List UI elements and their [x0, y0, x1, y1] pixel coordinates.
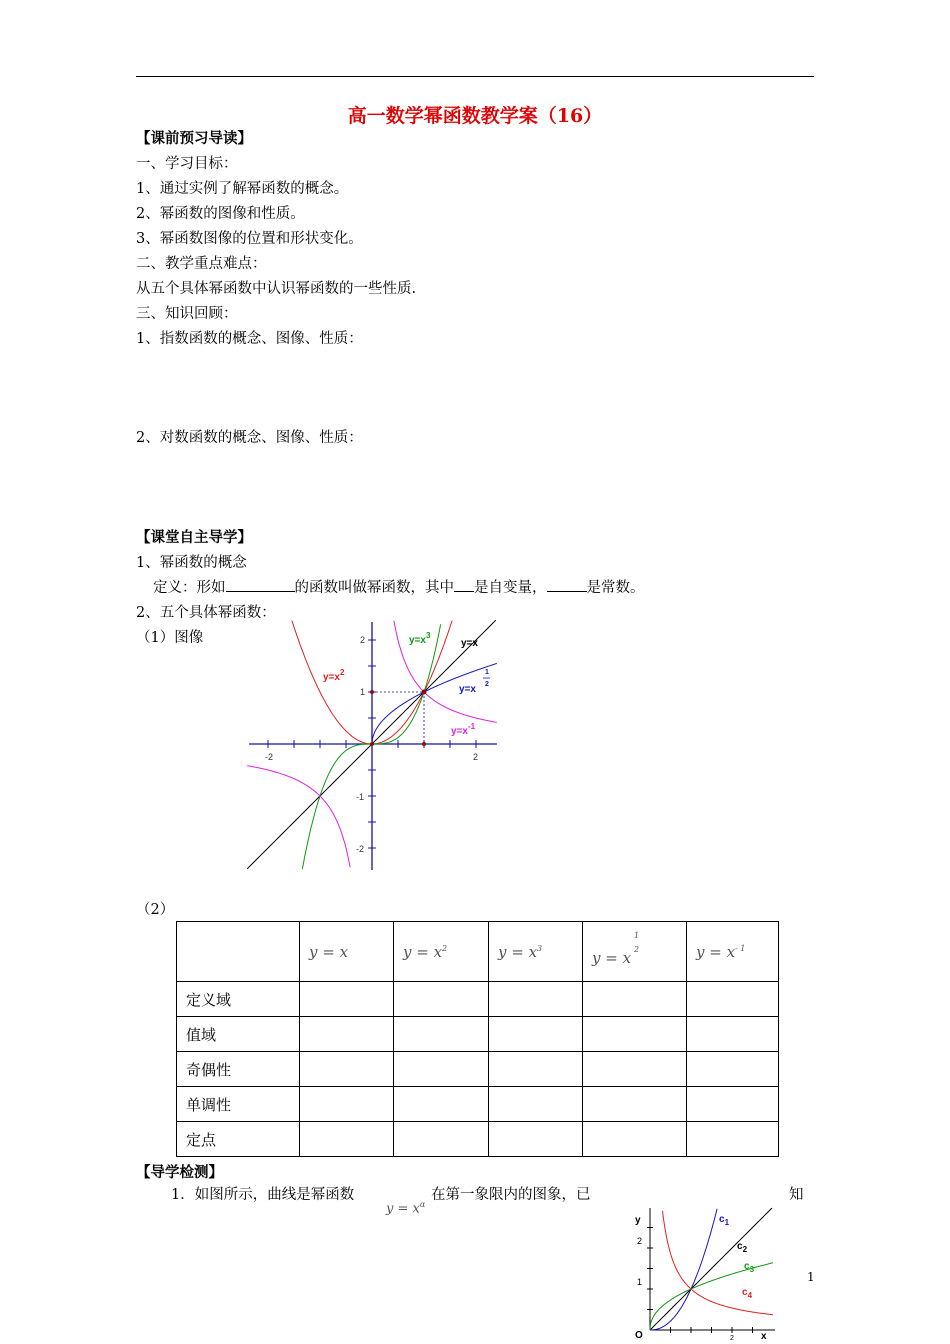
definition-text-a: 定义：形如 — [153, 580, 226, 596]
check-header: 【导学检测】 — [136, 1164, 223, 1181]
point-1-0 — [422, 742, 426, 746]
label-y-x3: $y=x^3$ — [409, 631, 431, 646]
table-corner-cell — [177, 922, 300, 982]
label-y-sqrt: y=x — [459, 684, 476, 695]
table-header-cell: $y = x^3$ — [489, 922, 583, 982]
definition-text-b: 的函数叫做幂函数，其中 — [294, 580, 454, 596]
label-y-inv: $y=x^{-1}$ — [451, 722, 476, 737]
page-number: 1 — [807, 1270, 815, 1284]
curve-c1 — [650, 1209, 717, 1330]
power-functions-graph — [247, 620, 502, 872]
row-label: 值域 — [177, 1017, 300, 1052]
tick-y-neg2: -2 — [356, 844, 365, 854]
goal-1: 1、通过实例了解幂函数的概念。 — [136, 181, 349, 197]
label-y-sqrt-num: 1 — [485, 669, 489, 676]
definition-text-d: 是常数。 — [586, 580, 645, 596]
point-0-1 — [370, 690, 374, 694]
table-header-cell: y = x 1 2 — [583, 922, 687, 982]
point-origin — [370, 742, 374, 746]
tick-y1: 1 — [637, 1277, 643, 1287]
table-header-cell: $y = x^2$ — [394, 922, 489, 982]
review-1: 1、指数函数的概念、图像、性质： — [136, 331, 363, 347]
label-c2: $c_2$ — [737, 1241, 748, 1254]
curve-c3 — [650, 1263, 773, 1330]
keypoints-text: 从五个具体幂函数中认识幂函数的一些性质. — [136, 281, 417, 297]
review-header: 三、知识回顾： — [136, 306, 238, 322]
five-funcs: 2、五个具体幂函数： — [136, 605, 276, 621]
question-1-formula: $y = x^\alpha$ — [386, 1200, 426, 1217]
tick-x2: 2 — [730, 1335, 734, 1342]
blank-form — [226, 577, 295, 592]
table-header-row — [177, 922, 779, 982]
class-header: 【课堂自主导学】 — [136, 529, 252, 546]
label-y-x2: $y=x^2$ — [323, 668, 345, 683]
blank-variable — [454, 577, 474, 592]
table-row — [177, 1087, 779, 1122]
graph-label: （1）图像 — [136, 630, 204, 646]
table-row — [177, 1122, 779, 1157]
row-label: 奇偶性 — [177, 1052, 300, 1087]
table-label: （2） — [136, 902, 175, 918]
label-c4: $c_4$ — [742, 1287, 753, 1300]
table-header-cell: $y = x^{- 1}$ — [687, 922, 779, 982]
definition-line — [153, 576, 645, 597]
tick-y-1: 1 — [360, 687, 366, 697]
table-header-cell: y = x — [300, 922, 394, 982]
concept-header: 1、幂函数的概念 — [136, 555, 247, 571]
question-1-text-b: 在第一象限内的图象，已 — [431, 1187, 591, 1203]
tick-x-neg2: -2 — [265, 752, 274, 762]
label-c1: $c_1$ — [719, 1214, 730, 1227]
graph-axes — [249, 622, 497, 870]
row-label: 定义域 — [177, 982, 300, 1017]
graph2-labels — [719, 1214, 755, 1300]
tick-x-2: 2 — [473, 752, 479, 762]
goal-3: 3、幂函数图像的位置和形状变化。 — [136, 231, 363, 247]
definition-text-c: 是自变量， — [474, 580, 547, 596]
tick-y2: 2 — [637, 1236, 643, 1246]
keypoints-header: 二、教学重点难点： — [136, 256, 267, 272]
review-2: 2、对数函数的概念、图像、性质： — [136, 430, 363, 446]
label-c3: $c_3$ — [744, 1261, 755, 1274]
tick-y-2: 2 — [360, 635, 366, 645]
properties-table — [176, 921, 779, 1157]
header-rule — [136, 76, 814, 77]
axis-y-label: y — [635, 1215, 641, 1226]
label-y-sqrt-den: 2 — [485, 681, 489, 688]
question-1-text-a: 1．如图所示，曲线是幂函数 — [171, 1187, 355, 1203]
curve-y-sqrt — [372, 663, 497, 744]
question-1-text-c: 知 — [789, 1187, 804, 1203]
table-row — [177, 982, 779, 1017]
blank-constant — [547, 577, 587, 592]
table-row — [177, 1017, 779, 1052]
page-title: 高一数学幂函数教学案（16） — [347, 105, 603, 127]
point-1-1 — [422, 690, 427, 695]
goal-2: 2、幂函数的图像和性质。 — [136, 206, 305, 222]
label-y-x: y=x — [461, 638, 478, 649]
graph2-curves — [650, 1208, 773, 1330]
curves-c1-c4-graph — [630, 1206, 778, 1344]
table-row — [177, 1052, 779, 1087]
origin-label: O — [635, 1330, 643, 1341]
row-label: 定点 — [177, 1122, 300, 1157]
tick-y-neg1: -1 — [356, 792, 365, 802]
preview-header: 【课前预习导读】 — [136, 130, 252, 147]
goals-header: 一、学习目标： — [136, 156, 238, 172]
axis-x-label: x — [761, 1331, 767, 1342]
row-label: 单调性 — [177, 1087, 300, 1122]
